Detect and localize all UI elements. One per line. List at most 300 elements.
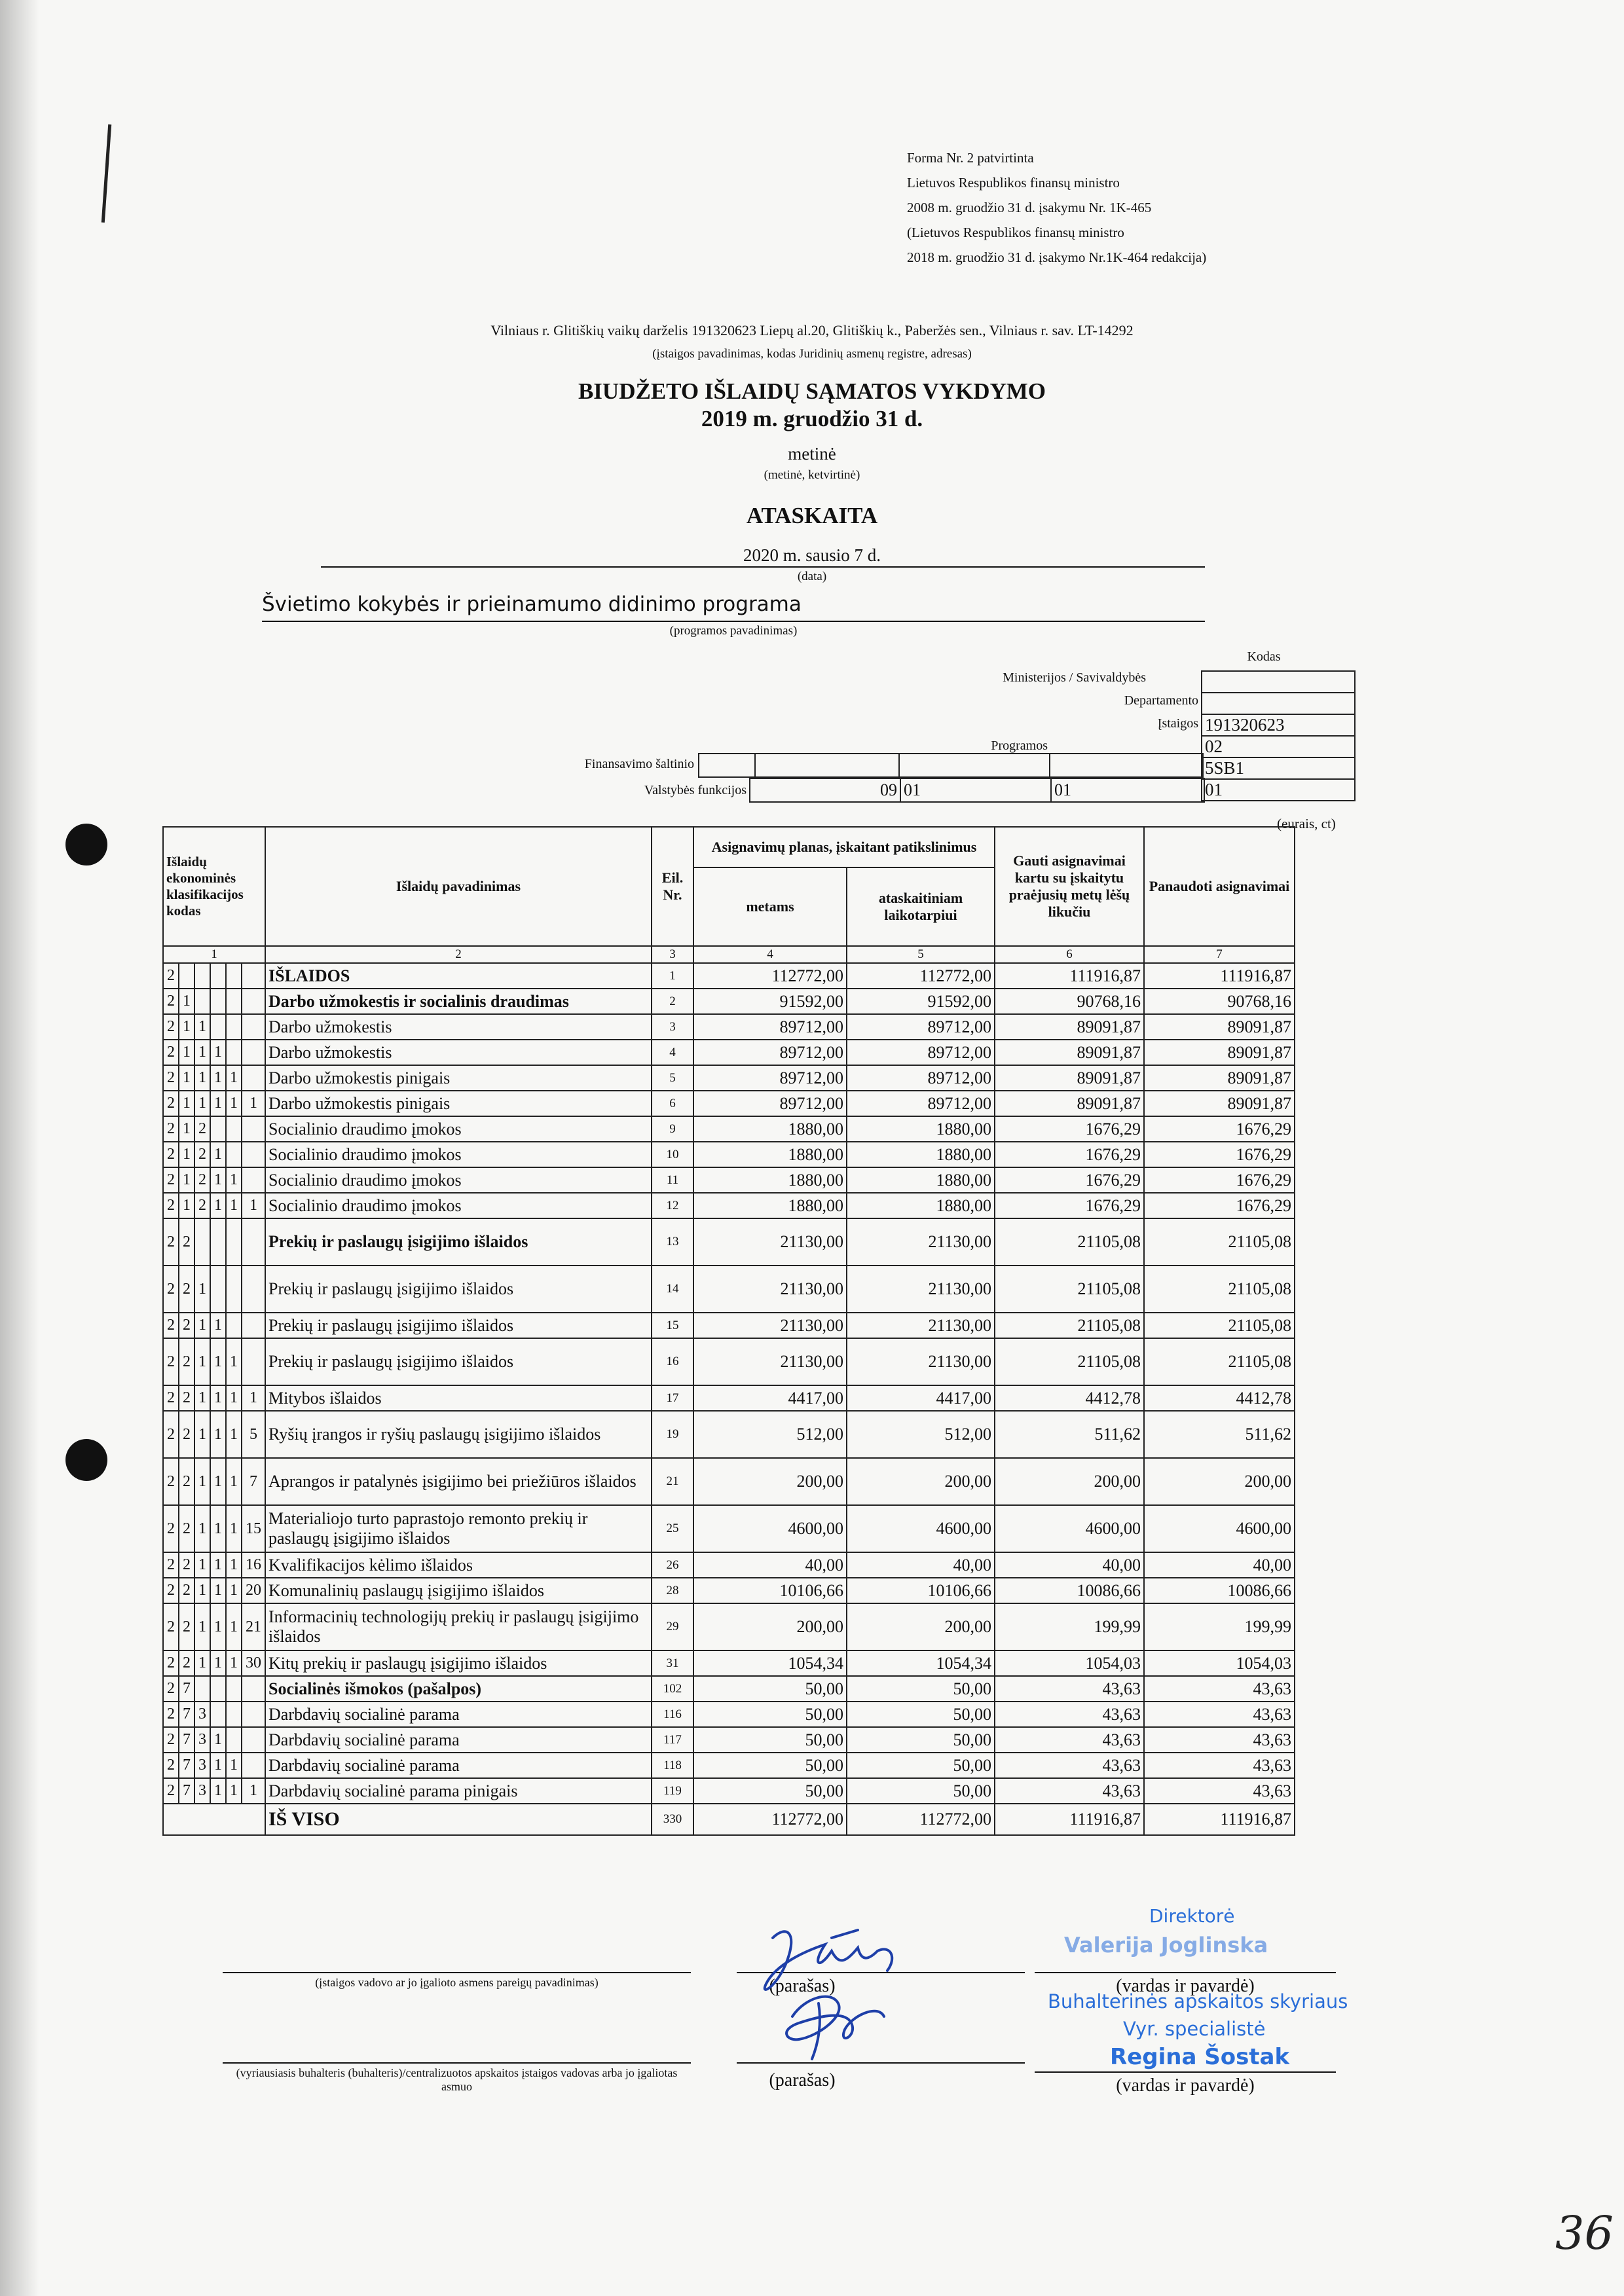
code-digit <box>179 963 194 989</box>
code-digit: 2 <box>194 1142 210 1167</box>
row-number: 12 <box>652 1193 693 1218</box>
expense-name: Darbdavių socialinė parama <box>265 1753 652 1778</box>
code-digit: 2 <box>179 1552 194 1578</box>
used-amount: 21105,08 <box>1144 1313 1295 1338</box>
annual-plan: 112772,00 <box>693 963 847 989</box>
code-digit: 1 <box>179 1167 194 1193</box>
used-amount: 43,63 <box>1144 1778 1295 1804</box>
code-digit <box>226 963 242 989</box>
form-line: Forma Nr. 2 patvirtinta <box>907 150 1034 166</box>
annual-plan: 50,00 <box>693 1702 847 1727</box>
code-digit: 2 <box>163 1266 179 1313</box>
table-row <box>163 1266 1295 1313</box>
stamp-department: Buhalterinės apskaitos skyriaus <box>1048 1990 1348 2013</box>
form-line: 2008 m. gruodžio 31 d. įsakymu Nr. 1K-465 <box>907 200 1152 215</box>
received-amount: 4600,00 <box>995 1505 1144 1552</box>
used-header: Panaudoti asignavimai <box>1144 827 1295 946</box>
code-digit <box>226 989 242 1014</box>
codes-table <box>1201 670 1356 801</box>
annual-plan: 200,00 <box>693 1458 847 1505</box>
row-number: 119 <box>652 1778 693 1804</box>
row-number: 6 <box>652 1091 693 1116</box>
code-header: Išlaidų ekonominės klasifikacijos kodas <box>163 827 265 946</box>
row-number: 16 <box>652 1338 693 1385</box>
period-plan: 89712,00 <box>847 1014 995 1040</box>
received-amount: 21105,08 <box>995 1313 1144 1338</box>
institution-code: 191320623 <box>1202 714 1355 736</box>
head-position-caption: (įstaigos vadovo ar jo įgalioto asmens pareigų pavadinimas) <box>315 1976 599 1989</box>
code-digit: 2 <box>163 1218 179 1266</box>
code-digit: 2 <box>163 989 179 1014</box>
received-amount: 43,63 <box>995 1753 1144 1778</box>
used-amount: 43,63 <box>1144 1702 1295 1727</box>
code-digit: 7 <box>179 1753 194 1778</box>
code-digit <box>242 1167 265 1193</box>
table-row <box>163 1313 1295 1338</box>
annual-plan: 21130,00 <box>693 1313 847 1338</box>
period-plan: 200,00 <box>847 1603 995 1650</box>
table-row <box>163 1218 1295 1266</box>
code-digit: 1 <box>226 1385 242 1411</box>
row-number: 117 <box>652 1727 693 1753</box>
annual-plan: 1880,00 <box>693 1167 847 1193</box>
department-code <box>1202 693 1355 714</box>
row-number: 21 <box>652 1458 693 1505</box>
used-amount: 21105,08 <box>1144 1218 1295 1266</box>
expense-name: Informacinių technologijų prekių ir paslaugų įsigijimo išlaidos <box>265 1603 652 1650</box>
received-amount: 10086,66 <box>995 1578 1144 1603</box>
table-row <box>163 1116 1295 1142</box>
period-plan: 1880,00 <box>847 1116 995 1142</box>
annual-plan: 4417,00 <box>693 1385 847 1411</box>
code-digit: 2 <box>179 1385 194 1411</box>
code-digit: 1 <box>179 989 194 1014</box>
code-digit: 1 <box>210 1411 226 1458</box>
ministry-label: Ministerijos / Savivaldybės <box>1003 670 1146 685</box>
code-digit: 1 <box>194 1458 210 1505</box>
signature-caption-1: (parašas) <box>769 1976 836 1996</box>
used-amount: 40,00 <box>1144 1552 1295 1578</box>
row-number: 29 <box>652 1603 693 1650</box>
page-number: 36 <box>1555 2206 1614 2260</box>
expense-name: Socialinio draudimo įmokos <box>265 1167 652 1193</box>
used-amount: 511,62 <box>1144 1411 1295 1458</box>
code-digit: 1 <box>210 1603 226 1650</box>
accountant-signature <box>786 1997 884 2059</box>
code-digit: 2 <box>179 1313 194 1338</box>
code-digit: 21 <box>242 1603 265 1650</box>
punch-hole-top <box>65 824 107 866</box>
code-digit <box>226 1116 242 1142</box>
fs-box <box>1050 754 1203 777</box>
expense-name: Darbdavių socialinė parama <box>265 1727 652 1753</box>
code-digit: 1 <box>242 1193 265 1218</box>
code-digit: 1 <box>194 1313 210 1338</box>
code-digit: 3 <box>194 1778 210 1804</box>
code-digit <box>194 1218 210 1266</box>
used-amount: 43,63 <box>1144 1727 1295 1753</box>
expense-name: Materialiojo turto paprastojo remonto prekių ir paslaugų įsigijimo išlaidos <box>265 1505 652 1552</box>
code-digit: 2 <box>163 1385 179 1411</box>
code-digit <box>194 963 210 989</box>
used-amount: 89091,87 <box>1144 1091 1295 1116</box>
code-digit: 1 <box>226 1065 242 1091</box>
expense-name: Darbdavių socialinė parama <box>265 1702 652 1727</box>
name-caption-1: (vardas ir pavardė) <box>1116 1976 1255 1996</box>
row-number: 9 <box>652 1116 693 1142</box>
stamp-director-title: Direktorė <box>1149 1905 1235 1927</box>
code-digit <box>242 1065 265 1091</box>
code-digit: 2 <box>163 1650 179 1676</box>
code-digit: 1 <box>194 1603 210 1650</box>
code-digit: 30 <box>242 1650 265 1676</box>
period-plan: 89712,00 <box>847 1091 995 1116</box>
code-digit: 2 <box>194 1193 210 1218</box>
used-amount: 21105,08 <box>1144 1338 1295 1385</box>
code-digit <box>210 1014 226 1040</box>
code-digit: 1 <box>210 1727 226 1753</box>
row-number: 19 <box>652 1411 693 1458</box>
code-digit: 1 <box>210 1753 226 1778</box>
program-code-label: Programos <box>991 738 1048 753</box>
code-digit: 1 <box>194 1014 210 1040</box>
annual-plan: 1880,00 <box>693 1142 847 1167</box>
code-digit: 2 <box>179 1218 194 1266</box>
code-digit <box>242 1338 265 1385</box>
row-number: 25 <box>652 1505 693 1552</box>
period-plan: 200,00 <box>847 1458 995 1505</box>
expense-name: Socialinio draudimo įmokos <box>265 1142 652 1167</box>
code-digit: 1 <box>179 1116 194 1142</box>
code-digit: 1 <box>210 1505 226 1552</box>
received-amount: 1676,29 <box>995 1193 1144 1218</box>
period-plan: 21130,00 <box>847 1313 995 1338</box>
annual-plan: 10106,66 <box>693 1578 847 1603</box>
period-plan: 1880,00 <box>847 1142 995 1167</box>
code-digit: 1 <box>194 1552 210 1578</box>
code-digit: 1 <box>194 1266 210 1313</box>
code-digit: 1 <box>210 1193 226 1218</box>
code-digit: 1 <box>194 1091 210 1116</box>
director-signature <box>765 1930 893 1990</box>
code-digit: 2 <box>163 1778 179 1804</box>
received-amount: 89091,87 <box>995 1065 1144 1091</box>
code-digit <box>226 1727 242 1753</box>
table-row <box>163 1778 1295 1804</box>
expense-name: Darbdavių socialinė parama pinigais <box>265 1778 652 1804</box>
row-number: 5 <box>652 1065 693 1091</box>
code-digit: 2 <box>163 1014 179 1040</box>
code-digit: 1 <box>194 1650 210 1676</box>
total-row-number: 330 <box>652 1804 693 1835</box>
code-digit: 1 <box>210 1778 226 1804</box>
expense-name: Darbo užmokestis ir socialinis draudimas <box>265 989 652 1014</box>
funding-source-label: Finansavimo šaltinio <box>584 757 694 771</box>
row-number: 15 <box>652 1313 693 1338</box>
expense-name: Mitybos išlaidos <box>265 1385 652 1411</box>
received-amount: 111916,87 <box>995 963 1144 989</box>
code-digit: 1 <box>226 1650 242 1676</box>
total-code-blank <box>163 1804 265 1835</box>
pencil-mark <box>101 124 111 223</box>
table-row <box>163 1753 1295 1778</box>
report-period-caption: (metinė, ketvirtinė) <box>764 468 860 482</box>
code-digit: 2 <box>163 1313 179 1338</box>
annual-plan: 50,00 <box>693 1727 847 1753</box>
period-plan: 112772,00 <box>847 963 995 989</box>
row-number: 13 <box>652 1218 693 1266</box>
form-line: (Lietuvos Respublikos finansų ministro <box>907 225 1124 240</box>
code-digit: 1 <box>179 1193 194 1218</box>
program-underline <box>262 621 1205 622</box>
code-digit: 2 <box>163 1458 179 1505</box>
code-digit: 2 <box>163 1578 179 1603</box>
expense-name: Kitų prekių ir paslaugų įsigijimo išlaidos <box>265 1650 652 1676</box>
received-header: Gauti asignavimai kartu su įskaitytu praėjusių metų lėšų likučiu <box>995 827 1144 946</box>
units-note: (eurais, ct) <box>1277 816 1336 831</box>
period-plan: 4417,00 <box>847 1385 995 1411</box>
period-plan: 512,00 <box>847 1411 995 1458</box>
code-digit <box>242 1142 265 1167</box>
used-amount: 200,00 <box>1144 1458 1295 1505</box>
table-row <box>163 1385 1295 1411</box>
code-digit: 2 <box>163 1411 179 1458</box>
code-digit: 1 <box>179 1040 194 1065</box>
code-digit <box>242 1218 265 1266</box>
code-digit: 1 <box>194 1385 210 1411</box>
row-number: 28 <box>652 1578 693 1603</box>
code-digit: 1 <box>210 1142 226 1167</box>
table-row <box>163 1091 1295 1116</box>
code-digit: 7 <box>179 1702 194 1727</box>
received-amount: 90768,16 <box>995 989 1144 1014</box>
plan-header: Asignavimų planas, įskaitant patikslinimus <box>693 827 995 867</box>
used-amount: 1676,29 <box>1144 1142 1295 1167</box>
code-digit: 2 <box>163 1702 179 1727</box>
code-digit: 20 <box>242 1578 265 1603</box>
code-digit: 2 <box>194 1116 210 1142</box>
annual-plan: 512,00 <box>693 1411 847 1458</box>
table-row <box>163 1603 1295 1650</box>
form-approval-note <box>907 145 1206 270</box>
row-number: 2 <box>652 989 693 1014</box>
colnum-4: 4 <box>693 946 847 963</box>
signature-caption-2: (parašas) <box>769 2070 836 2090</box>
code-digit: 2 <box>163 1603 179 1650</box>
received-amount: 89091,87 <box>995 1040 1144 1065</box>
colnum-5: 5 <box>847 946 995 963</box>
code-digit <box>210 963 226 989</box>
code-digit: 1 <box>210 1040 226 1065</box>
row-number: 11 <box>652 1167 693 1193</box>
period-plan: 21130,00 <box>847 1266 995 1313</box>
expense-name: Ryšių įrangos ir ryšių paslaugų įsigijimo išlaidos <box>265 1411 652 1458</box>
total-label: IŠ VISO <box>265 1804 652 1835</box>
received-amount: 21105,08 <box>995 1218 1144 1266</box>
code-digit: 2 <box>179 1505 194 1552</box>
kodas-label: Kodas <box>1247 649 1281 664</box>
annual-plan: 21130,00 <box>693 1218 847 1266</box>
period-plan: 50,00 <box>847 1753 995 1778</box>
code-digit: 1 <box>210 1650 226 1676</box>
code-digit <box>210 1218 226 1266</box>
received-amount: 511,62 <box>995 1411 1144 1458</box>
annual-plan: 89712,00 <box>693 1091 847 1116</box>
expense-name: Prekių ir paslaugų įsigijimo išlaidos <box>265 1218 652 1266</box>
used-amount: 111916,87 <box>1144 963 1295 989</box>
report-heading: ATASKAITA <box>746 503 878 528</box>
expense-name: Darbo užmokestis pinigais <box>265 1065 652 1091</box>
used-amount: 1676,29 <box>1144 1116 1295 1142</box>
table-row <box>163 1167 1295 1193</box>
code-digit <box>194 1676 210 1702</box>
received-amount: 21105,08 <box>995 1266 1144 1313</box>
code-digit <box>210 1116 226 1142</box>
stamp-director-name: Valerija Joglinska <box>1064 1933 1268 1958</box>
received-amount: 43,63 <box>995 1676 1144 1702</box>
code-digit <box>242 1676 265 1702</box>
code-digit <box>242 1014 265 1040</box>
code-digit <box>210 1702 226 1727</box>
program-name: Švietimo kokybės ir prieinamumo didinimo programa <box>262 592 802 616</box>
table-row <box>163 1411 1295 1458</box>
used-amount: 89091,87 <box>1144 1040 1295 1065</box>
total-annual-plan: 112772,00 <box>693 1804 847 1835</box>
punch-hole-bottom <box>65 1439 107 1481</box>
code-digit: 2 <box>163 1142 179 1167</box>
code-digit: 2 <box>179 1603 194 1650</box>
table-row <box>163 1650 1295 1676</box>
code-digit: 1 <box>179 1142 194 1167</box>
received-amount: 40,00 <box>995 1552 1144 1578</box>
code-digit: 1 <box>210 1313 226 1338</box>
program-caption: (programos pavadinimas) <box>669 624 798 638</box>
table-row <box>163 1338 1295 1385</box>
period-plan: 89712,00 <box>847 1065 995 1091</box>
code-digit <box>226 1142 242 1167</box>
received-amount: 1054,03 <box>995 1650 1144 1676</box>
expenditure-rows <box>163 963 1295 1835</box>
report-date: 2020 m. sausio 7 d. <box>743 545 881 565</box>
used-amount: 4600,00 <box>1144 1505 1295 1552</box>
code-digit <box>242 1266 265 1313</box>
program-code: 02 <box>1202 736 1355 757</box>
state-function-code: 01 <box>1202 779 1355 801</box>
table-row <box>163 1142 1295 1167</box>
row-number: 3 <box>652 1014 693 1040</box>
state-function-boxes <box>749 778 1205 803</box>
row-number: 116 <box>652 1702 693 1727</box>
used-amount: 43,63 <box>1144 1676 1295 1702</box>
period-plan: 50,00 <box>847 1727 995 1753</box>
table-row <box>163 1552 1295 1578</box>
ministry-code <box>1202 671 1355 693</box>
code-digit: 2 <box>163 1091 179 1116</box>
annual-plan: 21130,00 <box>693 1266 847 1313</box>
table-row <box>163 1676 1295 1702</box>
code-digit: 1 <box>242 1385 265 1411</box>
received-amount: 4412,78 <box>995 1385 1144 1411</box>
code-digit <box>226 1676 242 1702</box>
row-number: 26 <box>652 1552 693 1578</box>
code-digit: 1 <box>226 1505 242 1552</box>
accountant-caption: (vyriausiasis buhalteris (buhalteris)/centralizuotos apskaitos įstaigos vadovas arba jo įgaliotas asmuo <box>236 2066 678 2093</box>
stamp-name: Regina Šostak <box>1110 2044 1290 2070</box>
expense-name: Prekių ir paslaugų įsigijimo išlaidos <box>265 1313 652 1338</box>
colnum-1: 1 <box>163 946 265 963</box>
used-amount: 43,63 <box>1144 1753 1295 1778</box>
used-amount: 90768,16 <box>1144 989 1295 1014</box>
accountant-line <box>223 2062 691 2064</box>
received-amount: 43,63 <box>995 1778 1144 1804</box>
used-amount: 89091,87 <box>1144 1065 1295 1091</box>
annual-plan: 91592,00 <box>693 989 847 1014</box>
expense-name: Darbo užmokestis <box>265 1040 652 1065</box>
annual-plan: 1880,00 <box>693 1193 847 1218</box>
code-digit: 1 <box>210 1458 226 1505</box>
period-plan: 1880,00 <box>847 1167 995 1193</box>
code-digit: 1 <box>226 1193 242 1218</box>
code-digit: 2 <box>179 1266 194 1313</box>
code-digit: 1 <box>179 1091 194 1116</box>
funding-source-code: 5SB1 <box>1202 757 1355 779</box>
annual-header: metams <box>693 867 847 946</box>
code-digit <box>226 1218 242 1266</box>
report-period: metinė <box>788 444 836 464</box>
table-row <box>163 1458 1295 1505</box>
code-digit: 1 <box>194 1411 210 1458</box>
institution-caption: (įstaigos pavadinimas, kodas Juridinių asmenų registre, adresas) <box>652 347 972 361</box>
total-received: 111916,87 <box>995 1804 1144 1835</box>
code-digit: 1 <box>210 1578 226 1603</box>
code-digit: 2 <box>163 1676 179 1702</box>
code-digit <box>226 1040 242 1065</box>
colnum-3: 3 <box>652 946 693 963</box>
table-row <box>163 1193 1295 1218</box>
date-underline <box>321 566 1205 568</box>
code-digit: 1 <box>226 1338 242 1385</box>
code-digit <box>194 989 210 1014</box>
period-plan: 1880,00 <box>847 1193 995 1218</box>
period-plan: 50,00 <box>847 1676 995 1702</box>
code-digit: 1 <box>194 1040 210 1065</box>
code-digit: 1 <box>242 1091 265 1116</box>
row-number: 17 <box>652 1385 693 1411</box>
table-row <box>163 1014 1295 1040</box>
report-title: BIUDŽETO IŠLAIDŲ SĄMATOS VYKDYMO <box>578 378 1046 404</box>
total-used: 111916,87 <box>1144 1804 1295 1835</box>
expense-name: Darbo užmokestis pinigais <box>265 1091 652 1116</box>
received-amount: 43,63 <box>995 1702 1144 1727</box>
code-digit: 1 <box>194 1505 210 1552</box>
date-caption: (data) <box>797 570 827 583</box>
code-digit: 1 <box>210 1385 226 1411</box>
received-amount: 43,63 <box>995 1727 1144 1753</box>
code-digit: 2 <box>179 1338 194 1385</box>
code-digit: 7 <box>179 1778 194 1804</box>
code-digit: 1 <box>210 1167 226 1193</box>
annual-plan: 50,00 <box>693 1753 847 1778</box>
period-plan: 4600,00 <box>847 1505 995 1552</box>
period-plan: 89712,00 <box>847 1040 995 1065</box>
annual-plan: 50,00 <box>693 1676 847 1702</box>
fs-box <box>899 754 1050 777</box>
period-header: ataskaitiniam laikotarpiui <box>847 867 995 946</box>
code-digit <box>242 1753 265 1778</box>
expense-name: Darbo užmokestis <box>265 1014 652 1040</box>
code-digit: 1 <box>194 1065 210 1091</box>
code-digit: 2 <box>163 1040 179 1065</box>
